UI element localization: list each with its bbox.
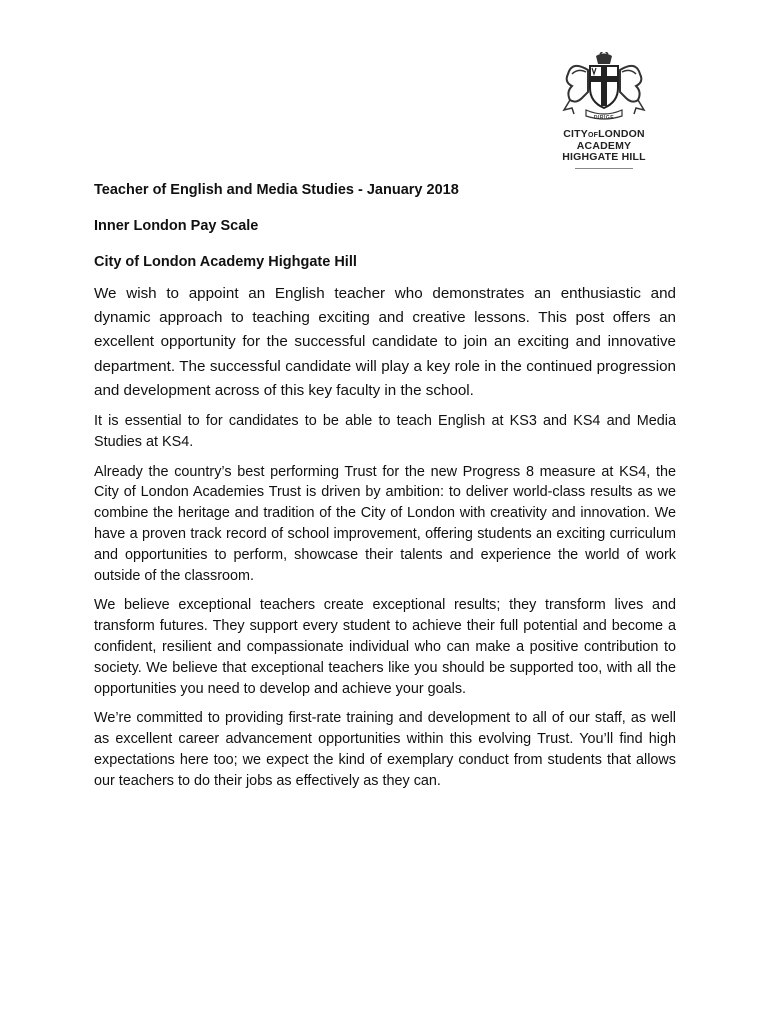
- paragraph-development: We’re committed to providing first-rate training and development to all of our staff, as well as excellent career advancement opportunities within this evolving Trust. You’ll find high expectations here too; we expect the kind of exemplary conduct from students that allows our teachers to do their jobs as effectively as they can.: [94, 710, 676, 789]
- logo-line-city: CITYOFLONDON: [563, 128, 645, 140]
- paragraph-trust: Already the country’s best performing Trust for the new Progress 8 measure at KS4, the City of London Academies Trust is driven by ambition: to deliver world-class results as we combine the heritage and tradition of the City of London with creativity and innovation. We have a proven track record of school improvement, offering students an exciting curriculum and opportunities to perform, showcase their talents and experience the world of work outside of the classroom.: [94, 463, 676, 584]
- city-of-london-crest-icon: [558, 52, 650, 122]
- pay-scale-heading: Inner London Pay Scale: [94, 218, 259, 234]
- paragraph-requirements: It is essential to for candidates to be able to teach English at KS3 and KS4 and Media Studies at KS4.: [94, 413, 676, 450]
- document-body: [94, 180, 676, 801]
- paragraph-intro: We wish to appoint an English teacher who demonstrates an enthusiastic and dynamic approach to teaching exciting and creative lessons. This post offers an excellent opportunity for the successful candidate to join an exciting and innovative department. The successful candidate will play a key role in the continued progression and development across of this key faculty in the school.: [94, 285, 676, 399]
- job-title-heading: Teacher of English and Media Studies - January 2018: [94, 182, 459, 198]
- school-name-heading: City of London Academy Highgate Hill: [94, 254, 357, 270]
- logo-line-highgate: HIGHGATE HILL: [562, 151, 646, 163]
- logo-line-academy: ACADEMY: [576, 140, 632, 152]
- logo-divider: [575, 168, 633, 169]
- paragraph-teachers: We believe exceptional teachers create exceptional results; they transform lives and transform futures. They support every student to achieve their full potential and become a confident, resilient and compassionate individual who can make a positive contribution to society. We believe that exceptional teachers like you should be supported too, with all the opportunities you need to develop and achieve your goals.: [94, 597, 676, 697]
- school-logo: [548, 52, 660, 169]
- logo-motto: DIRIGE: [593, 115, 615, 121]
